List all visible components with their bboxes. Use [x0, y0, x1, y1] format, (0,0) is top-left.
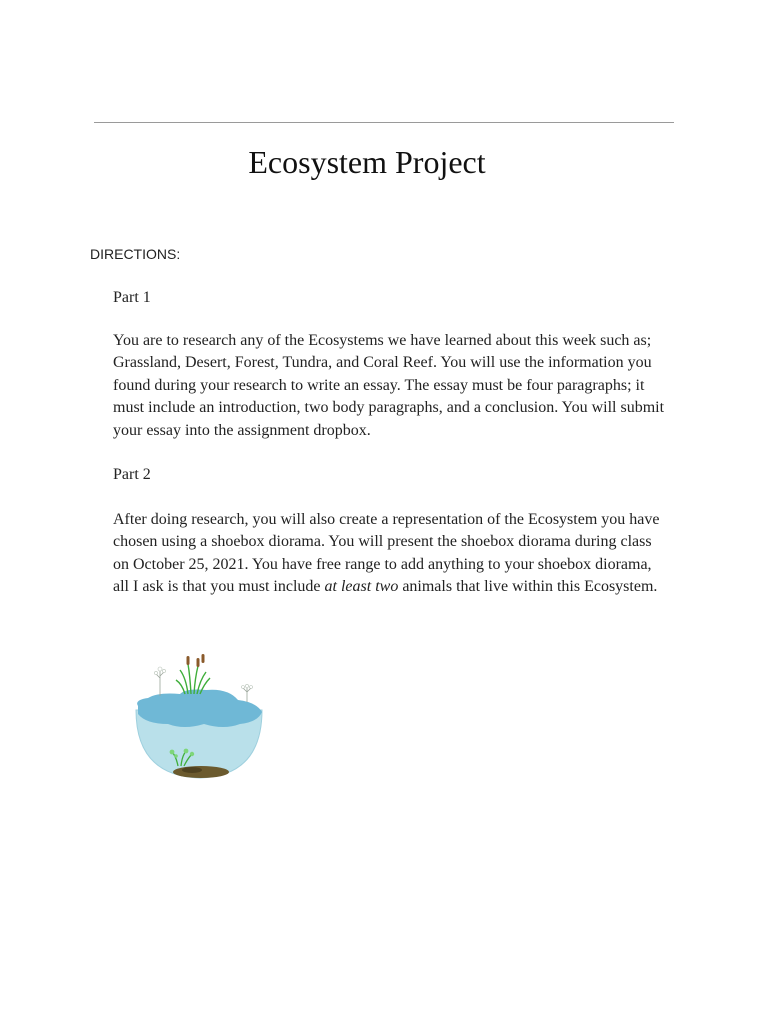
part2-line: on October 25, 2021. You have free range to add anything to your shoebox diorama,: [113, 555, 652, 573]
directions-label: DIRECTIONS:: [90, 246, 181, 262]
part2-emphasis: at least two: [324, 578, 399, 596]
part2-line: After doing research, you will also create a representation of the Ecosystem you have: [113, 511, 660, 528]
part2-last-line: [113, 576, 683, 598]
pond-ecosystem-icon: [128, 648, 268, 788]
part1-line: found during your research to write an essay. The essay must be four paragraphs; it: [113, 376, 645, 394]
part2-line: chosen using a shoebox diorama. You will present the shoebox diorama during class: [113, 533, 652, 551]
header-divider: [94, 122, 674, 123]
part2-heading: Part 2: [113, 466, 151, 483]
part1-line: must include an introduction, two body paragraphs, and a conclusion. You will submit: [113, 399, 665, 417]
part1-paragraph: [113, 330, 683, 442]
page-title: Ecosystem Project: [248, 144, 486, 180]
part2-last-line-after: animals that live within this Ecosystem.: [398, 578, 658, 596]
part1-line: Grassland, Desert, Forest, Tundra, and Coral Reef. You will use the information you: [113, 354, 652, 372]
part1-heading: Part 1: [113, 289, 151, 306]
part1-line: your essay into the assignment dropbox.: [113, 421, 371, 439]
part1-line: You are to research any of the Ecosystems we have learned about this week such as;: [113, 332, 652, 349]
part2-last-line-before: all I ask is that you must include: [113, 578, 325, 596]
part2-paragraph: [113, 509, 683, 599]
